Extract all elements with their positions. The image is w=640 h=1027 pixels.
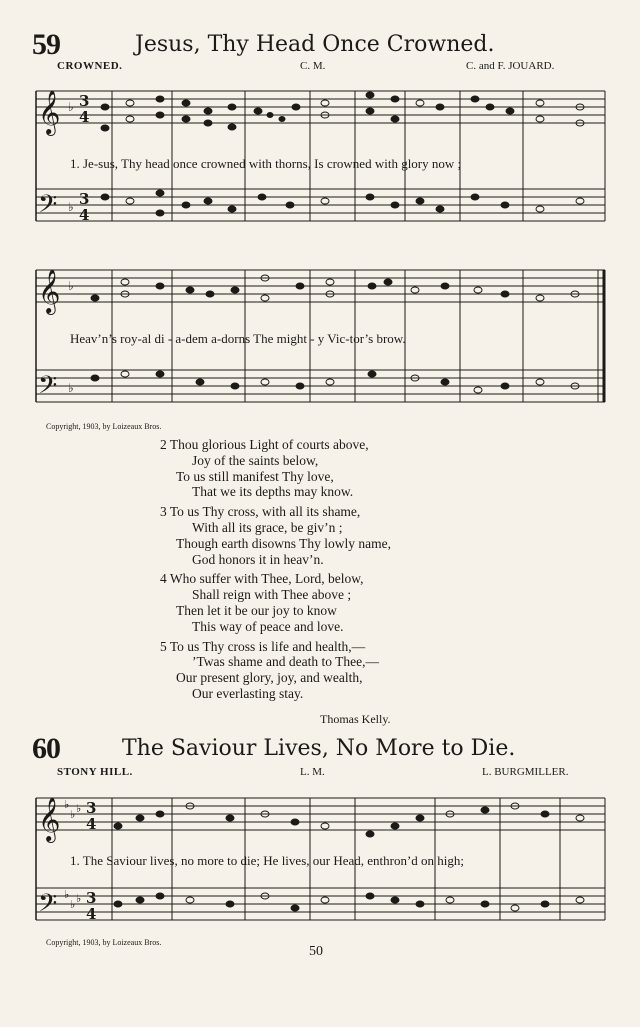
hymn-59-composer: C. and F. JOUARD. xyxy=(466,60,555,72)
svg-text:𝄢: 𝄢 xyxy=(38,190,58,225)
hymn-60-lyric-line-1: 1. The Saviour lives, no more to die; He lives, our Head, enthron’d on high; xyxy=(70,853,465,868)
verse-3-line-3: Though earth disowns Thy lowly name, xyxy=(176,535,391,551)
hymn-59-copyright: Copyright, 1903, by Loizeaux Bros. xyxy=(46,422,162,431)
svg-text:♭: ♭ xyxy=(70,808,76,821)
svg-text:𝄞: 𝄞 xyxy=(38,797,61,841)
verse-5-line-2: ’Twas shame and death to Thee,— xyxy=(192,654,379,670)
hymn-59-author: Thomas Kelly. xyxy=(320,712,391,726)
svg-text:3: 3 xyxy=(79,190,90,208)
hymn-59-meter: C. M. xyxy=(300,60,326,72)
svg-text:♭: ♭ xyxy=(64,798,70,811)
svg-text:4: 4 xyxy=(79,108,90,126)
verse-2-line-2: Joy of the saints below, xyxy=(192,452,319,468)
hymn-60-title: The Saviour Lives, No More to Die. xyxy=(122,736,516,761)
svg-text:𝄢: 𝄢 xyxy=(38,371,58,406)
hymn-59-lyric-line-1: 1. Je-sus, Thy head once crowned with thorns, Is crowned with glory now ; xyxy=(70,156,462,171)
verse-4-line-3: Then let it be our joy to know xyxy=(176,602,337,618)
verse-5-line-1: 5 To us Thy cross is life and health,— xyxy=(160,638,366,654)
hymn-59-number: 59 xyxy=(32,28,60,61)
svg-text:♭: ♭ xyxy=(68,200,74,214)
svg-text:4: 4 xyxy=(86,905,97,923)
hymn-60-composer: L. BURGMILLER. xyxy=(482,766,569,778)
svg-text:♭: ♭ xyxy=(68,279,74,293)
verse-4-line-2: Shall reign with Thee above ; xyxy=(192,587,352,603)
svg-text:♭: ♭ xyxy=(64,888,70,901)
hymn-59-lyric-line-2: Heav’n’s roy-al di - a-dem a-dorns The might - y Vic-tor’s brow. xyxy=(70,331,406,346)
svg-text:♭: ♭ xyxy=(68,100,74,114)
verse-2-line-3: To us still manifest Thy love, xyxy=(176,468,334,484)
verse-4-line-1: 4 Who suffer with Thee, Lord, below, xyxy=(160,571,364,587)
svg-text:♭: ♭ xyxy=(70,898,76,911)
hymn-59-title: Jesus, Thy Head Once Crowned. xyxy=(135,32,495,57)
verse-3-line-4: God honors it in heav’n. xyxy=(192,551,324,567)
verse-2-line-4: That we its depths may know. xyxy=(192,484,354,500)
hymn-60-number: 60 xyxy=(32,732,60,765)
svg-text:𝄢: 𝄢 xyxy=(38,889,58,924)
svg-text:4: 4 xyxy=(86,815,97,833)
svg-text:♭: ♭ xyxy=(76,892,82,905)
verse-5-line-4: Our everlasting stay. xyxy=(192,685,304,701)
hymn-60-copyright: Copyright, 1903, by Loizeaux Bros. xyxy=(46,938,162,947)
svg-text:3: 3 xyxy=(86,889,97,907)
verse-5-line-3: Our present glory, joy, and wealth, xyxy=(176,670,363,686)
verse-2-line-1: 2 Thou glorious Light of courts above, xyxy=(160,437,369,452)
svg-text:♭: ♭ xyxy=(76,802,82,815)
hymn-60-meter: L. M. xyxy=(300,766,325,778)
verse-3-line-1: 3 To us Thy cross, with all its shame, xyxy=(160,504,361,520)
svg-text:𝄞: 𝄞 xyxy=(38,269,61,313)
hymn-60-tune-name: STONY HILL. xyxy=(57,766,133,778)
svg-text:3: 3 xyxy=(79,92,90,110)
svg-text:4: 4 xyxy=(79,206,90,224)
verse-3-line-2: With all its grace, be giv’n ; xyxy=(192,519,343,535)
page-number: 50 xyxy=(309,944,323,959)
hymn-59-tune-name: CROWNED. xyxy=(57,60,123,72)
svg-text:3: 3 xyxy=(86,799,97,817)
svg-text:♭: ♭ xyxy=(68,381,74,395)
svg-text:𝄞: 𝄞 xyxy=(38,90,61,134)
verse-4-line-4: This way of peace and love. xyxy=(192,618,344,634)
